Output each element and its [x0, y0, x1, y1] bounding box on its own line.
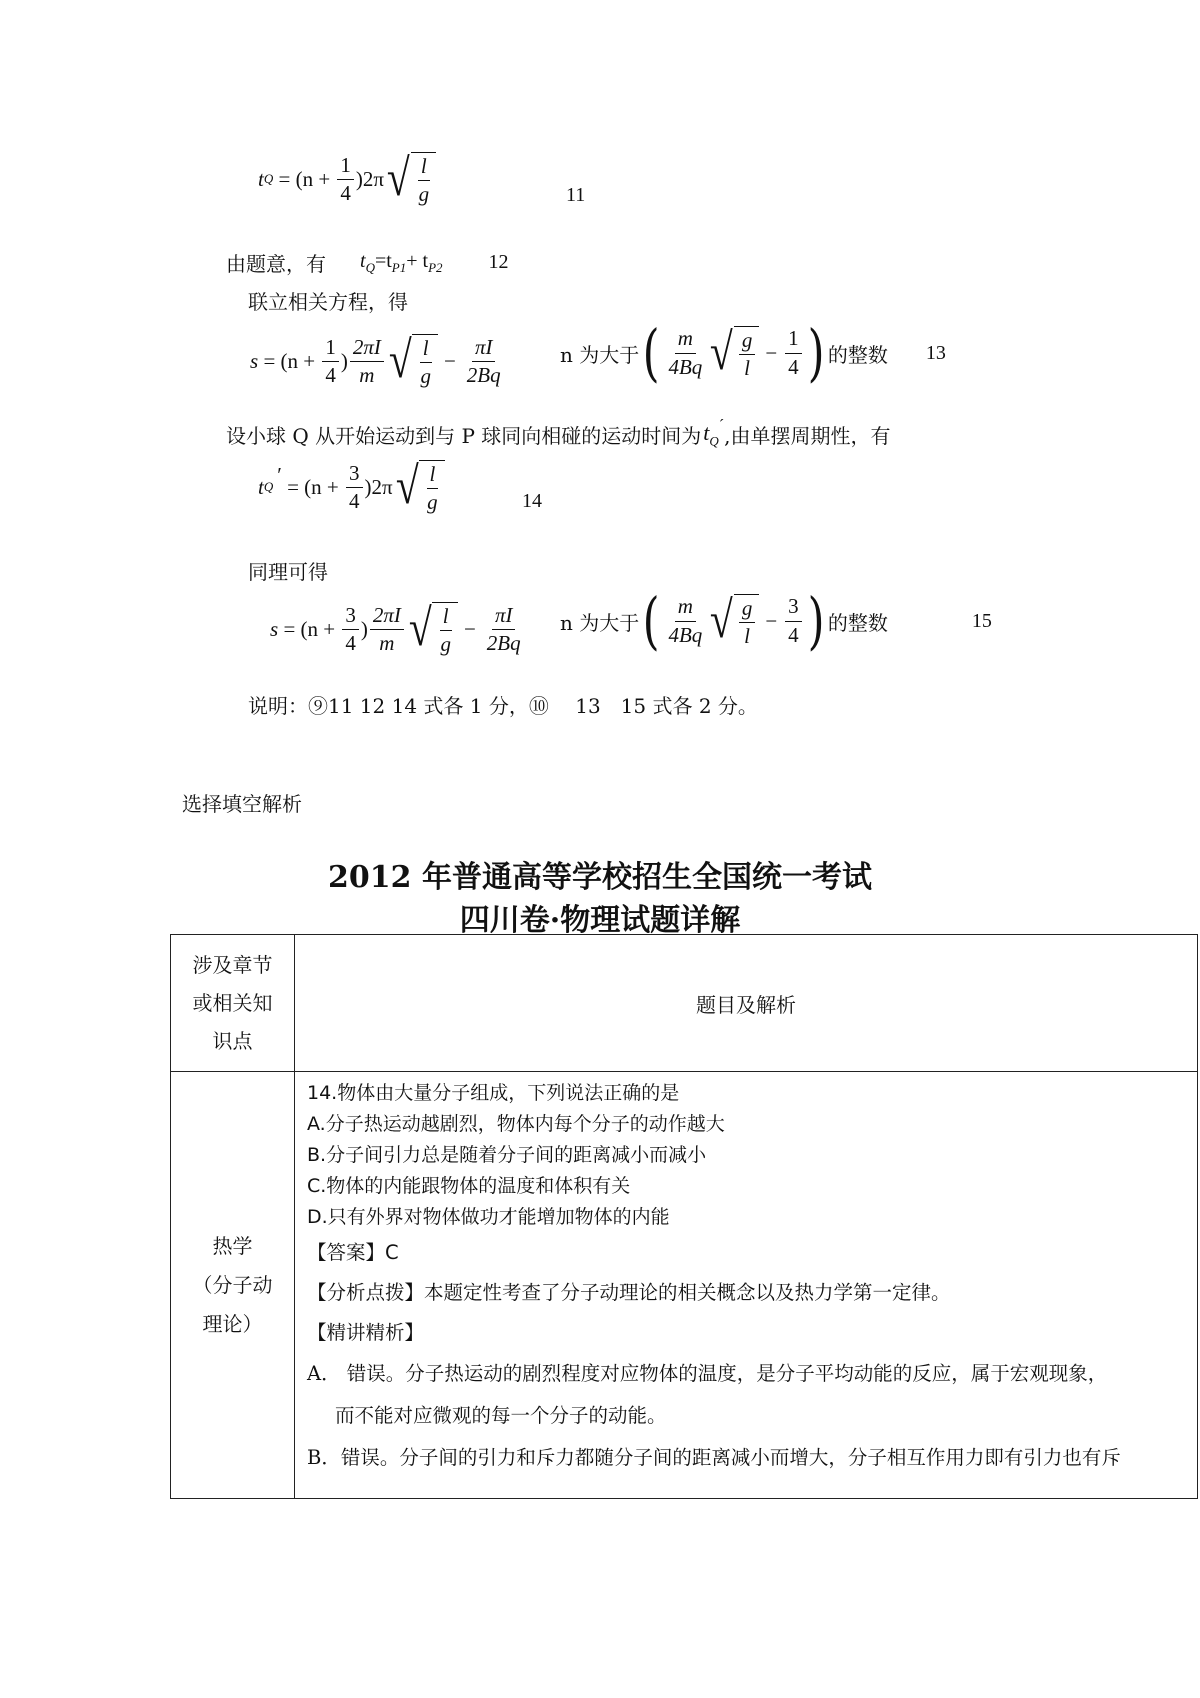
equation-number-15: 15 — [971, 609, 992, 632]
similar-line: 同理可得 — [248, 560, 328, 584]
header-left-line: 涉及章节 — [192, 953, 273, 977]
eq11-num: 1 — [337, 154, 354, 180]
eq13-n-text: n 为大于 — [560, 342, 640, 367]
eq11-rden: g — [418, 182, 430, 207]
document-title: 2012 年普通高等学校招生全国统一考试 — [328, 860, 872, 895]
eq11-mid: )2π — [355, 166, 385, 191]
equation-number-13: 13 — [925, 341, 946, 364]
topic-line: 热学 — [212, 1233, 253, 1258]
option-d: D.只有外界对物体做功才能增加物体的内能 — [307, 1206, 670, 1228]
eq11-rnum: l — [418, 155, 430, 181]
question-table — [170, 934, 1198, 1499]
analysis-line: 【分析点拨】本题定性考查了分子动理论的相关概念以及热力学第一定律。 — [307, 1281, 951, 1304]
equation-14: t Q ′ = (n + $\frac{3}{4}$ )2π √ $\frac{l}{g}$ — [258, 460, 445, 514]
table-header-row — [171, 935, 1198, 1072]
equation-15-condition: n 为大于 ( $\frac{m}{4Bq}$ √ $\frac{g}{l}$ − $\frac{3}{4}$ ) 的整数 15 — [560, 584, 992, 657]
scoring-note: 说明：⑨11 12 14 式各 1 分，⑩ 13 15 式各 2 分。 — [248, 694, 758, 718]
question-text: 14.物体由大量分子组成，下列说法正确的是 — [307, 1082, 680, 1104]
line12-formula: $t_Q=t_{P1}+ t_{P2}$ — [360, 249, 443, 275]
detail-heading: 【精讲精析】 — [307, 1321, 425, 1344]
setup-line: 设小球 Q 从开始运动到与 P 球同向相碰的运动时间为 $t_Q^´$ ,由单摆周期性，有 — [226, 417, 891, 449]
eq11-lhs-sub: Q — [263, 171, 274, 187]
setup-text1: 设小球 Q 从开始运动到与 P 球同向相碰的运动时间为 — [226, 424, 702, 449]
eq11-sqrt: √ $\frac{l}{g}$ — [384, 152, 436, 206]
eq11-frac — [337, 154, 354, 205]
equation-number-11: 11 — [566, 184, 586, 206]
header-left-line: 识点 — [212, 1029, 253, 1053]
combine-line: 联立相关方程，得 — [248, 290, 408, 314]
eq11-lhs: t — [258, 166, 264, 191]
document-subtitle: 四川卷·物理试题详解 — [459, 903, 741, 938]
equation-number-12: 12 — [488, 251, 509, 273]
line12-text: 由题意，有 — [226, 252, 326, 276]
topic-line: 理论） — [202, 1311, 263, 1336]
table-row — [171, 1072, 1198, 1499]
header-topic-cell — [171, 935, 295, 1072]
option-c: C.物体的内能跟物体的温度和体积有关 — [307, 1175, 631, 1197]
option-a: A.分子热运动越剧烈，物体内每个分子的动作越大 — [307, 1113, 725, 1135]
detail-a-line1: A． 错误。分子热运动的剧烈程度对应物体的温度，是分子平均动能的反应，属于宏观现象， — [307, 1362, 1108, 1385]
detail-b-line: B．错误。分子间的引力和斥力都随分子间的距离减小而增大，分子相互作用力即有引力也有斥 — [307, 1446, 1121, 1469]
equation-13: s = (n + $\frac{1}{4}$ ) $\frac{2\pi I}{m}$ √ $\frac{l}{g}$ − $\frac{\pi I}{2Bq}$ — [250, 332, 501, 390]
eq13-tail: 的整数 — [827, 342, 888, 367]
eq11-den: 4 — [340, 180, 351, 205]
line-12 — [226, 248, 509, 277]
section-label: 选择填空解析 — [182, 792, 302, 816]
equation-11 — [258, 152, 436, 206]
header-left-line: 或相关知 — [192, 991, 273, 1015]
eq11-eq: = (n + — [273, 166, 336, 191]
topic-cell — [171, 1072, 295, 1499]
equation-13-condition: n 为大于 ( $\frac{m}{4Bq}$ √ $\frac{g}{l}$ − $\frac{1}{4}$ ) 的整数 13 — [560, 316, 946, 389]
header-content-cell: 题目及解析 — [295, 935, 1198, 1072]
equation-number-14: 14 — [522, 490, 542, 512]
topic-line: （分子动 — [192, 1272, 273, 1297]
detail-a-line2: 而不能对应微观的每一个分子的动能。 — [335, 1404, 667, 1427]
equation-15: s = (n + $\frac{3}{4}$ ) $\frac{2\pi I}{m}$ √ $\frac{l}{g}$ − $\frac{\pi I}{2Bq}$ — [270, 600, 521, 658]
setup-text2: ,由单摆周期性，有 — [724, 424, 891, 449]
answer-line: 【答案】C — [307, 1241, 399, 1264]
option-b: B.分子间引力总是随着分子间的距离减小而减小 — [307, 1144, 707, 1166]
content-cell — [295, 1072, 1198, 1499]
